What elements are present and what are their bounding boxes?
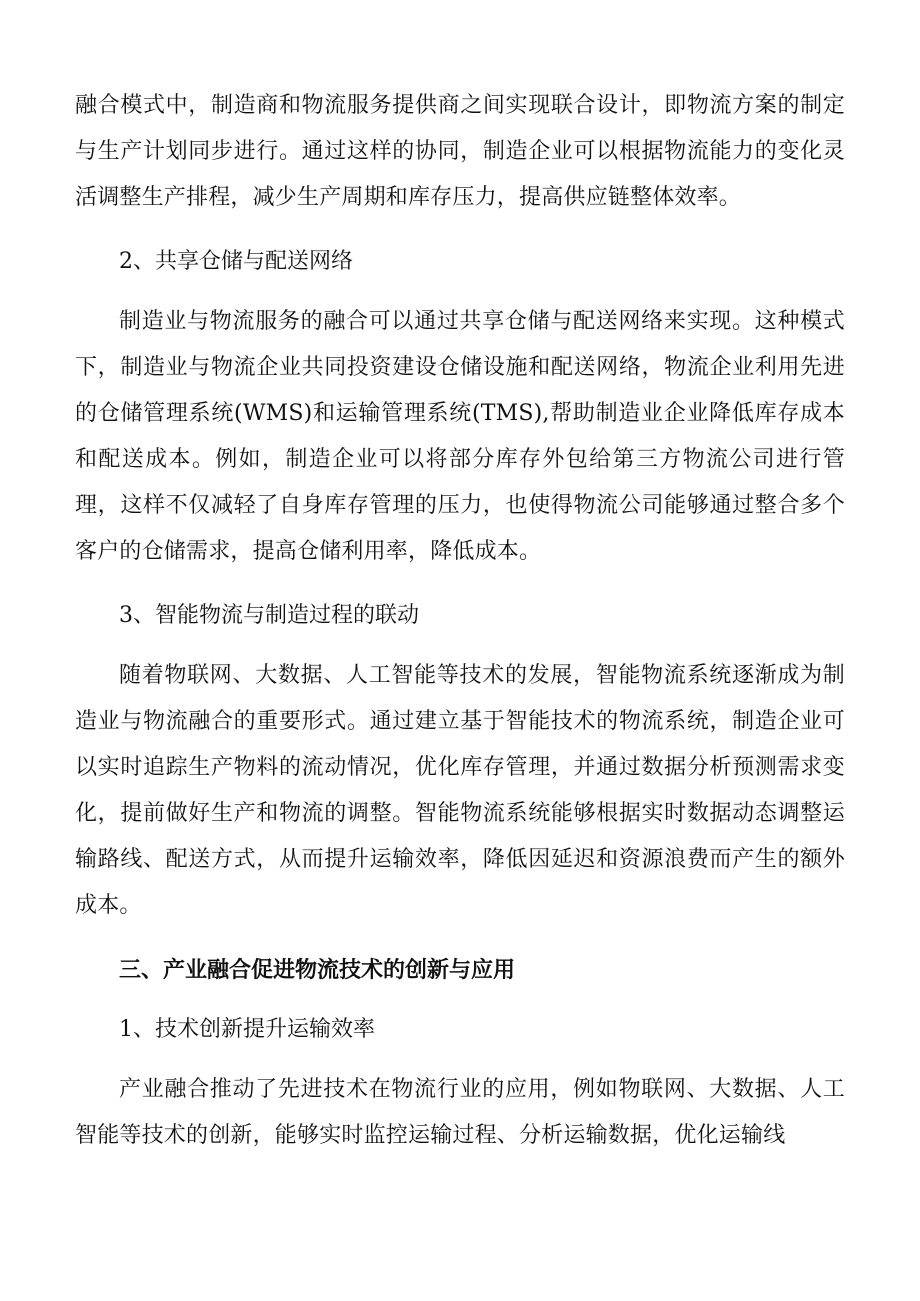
paragraph-shared-warehousing: 制造业与物流服务的融合可以通过共享仓储与配送网络来实现。这种模式下，制造业与物流企业共同投资建设仓储设施和配送网络，物流企业利用先进的仓储管理系统(WMS)和运输管理系统(TMS),帮助制造业企业降低库存成本和配送成本。例如，制造企业可以将部分库存外包给第三方物流公司进行管理，这样不仅减轻了自身库存管理的压力，也使得物流公司能够通过整合多个客户的仓储需求，提高仓储利用率，降低成本。 — [75, 309, 845, 564]
paragraph-transport-efficiency: 产业融合推动了先进技术在物流行业的应用，例如物联网、大数据、人工智能等技术的创新，能够实时监控运输过程、分析运输数据，优化运输线 — [75, 1077, 845, 1148]
document-page — [75, 83, 845, 1159]
section-heading-tech-innovation: 三、产业融合促进物流技术的创新与应用 — [119, 957, 516, 983]
paragraph-smart-logistics: 随着物联网、大数据、人工智能等技术的发展，智能物流系统逐渐成为制造业与物流融合的重要形式。通过建立基于智能技术的物流系统，制造企业可以实时追踪生产物料的流动情况，优化库存管理，并通过数据分析预测需求变化，提前做好生产和物流的调整。智能物流系统能够根据实时数据动态调整运输路线、配送方式，从而提升运输效率，降低因延迟和资源浪费而产生的额外成本。 — [75, 663, 845, 918]
subheading-shared-warehousing: 2、共享仓储与配送网络 — [119, 249, 353, 274]
paragraph-intro: 融合模式中，制造商和物流服务提供商之间实现联合设计，即物流方案的制定与生产计划同步进行。通过这样的协同，制造企业可以根据物流能力的变化灵活调整生产排程，减少生产周期和库存压力，提高供应链整体效率。 — [75, 93, 845, 210]
subheading-smart-logistics: 3、智能物流与制造过程的联动 — [119, 603, 419, 628]
subheading-transport-efficiency: 1、技术创新提升运输效率 — [119, 1017, 375, 1042]
